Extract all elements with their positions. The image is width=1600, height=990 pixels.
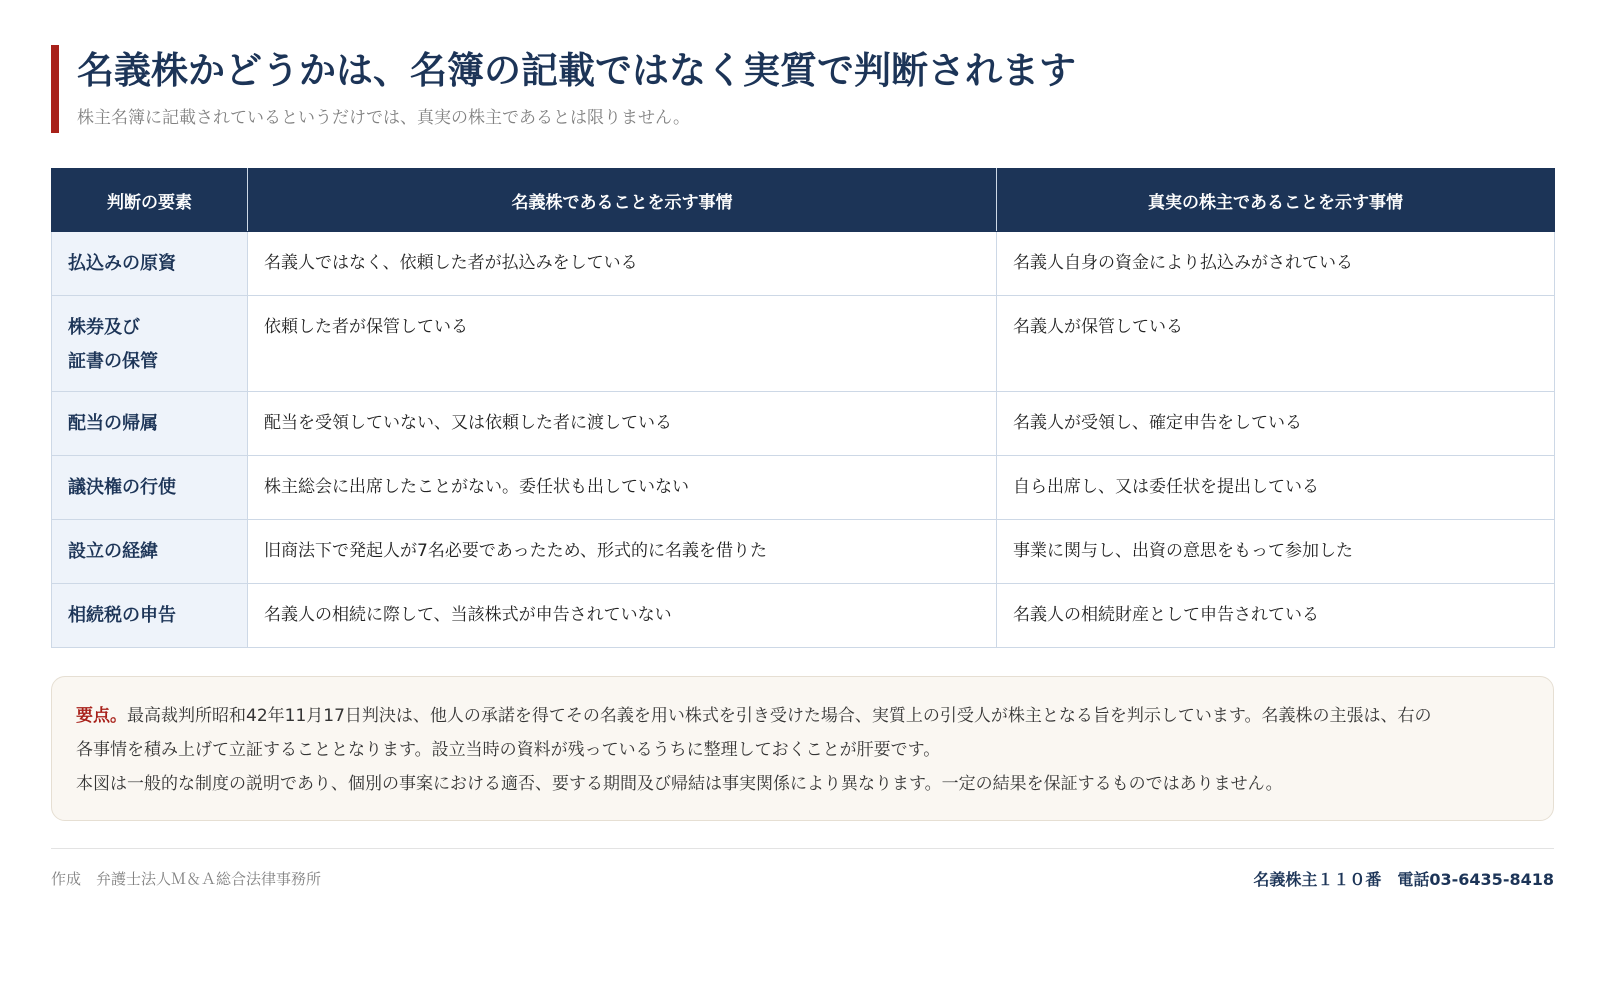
factor-line: 株券及び	[68, 317, 140, 338]
factor-line: 証書の保管	[68, 351, 158, 372]
footer-author: 作成 弁護士法人Ｍ＆Ａ総合法律事務所	[51, 870, 322, 888]
page-title: 名義株かどうかは、名簿の記載ではなく実質で判断されます	[77, 49, 1076, 92]
nominal-cell: 名義人ではなく、依頼した者が払込みをしている	[248, 232, 997, 296]
nominal-cell: 旧商法下で発起人が7名必要であったため、形式的に名義を借りた	[248, 520, 997, 584]
footer-contact: 名義株主１１０番 電話03-6435-8418	[1253, 870, 1554, 889]
nominal-cell: 名義人の相続に際して、当該株式が申告されていない	[248, 584, 997, 648]
true-holder-cell: 自ら出席し、又は委任状を提出している	[997, 456, 1555, 520]
table-row	[52, 296, 1555, 392]
table-row	[52, 456, 1555, 520]
note-lead: 要点。	[76, 706, 127, 726]
table-row	[52, 392, 1555, 456]
column-header-nominal: 名義株であることを示す事情	[248, 169, 997, 232]
factor-cell	[52, 296, 248, 392]
true-holder-cell: 名義人自身の資金により払込みがされている	[997, 232, 1555, 296]
nominal-cell: 依頼した者が保管している	[248, 296, 997, 392]
table-row	[52, 520, 1555, 584]
table-header-row	[52, 169, 1555, 232]
judgment-table	[51, 168, 1555, 648]
factor-cell: 相続税の申告	[52, 584, 248, 648]
column-header-true-holder: 真実の株主であることを示す事情	[997, 169, 1555, 232]
factor-cell: 払込みの原資	[52, 232, 248, 296]
factor-cell: 設立の経緯	[52, 520, 248, 584]
note-disclaimer: 本図は一般的な制度の説明であり、個別の事案における適否、要する期間及び帰結は事実関係により異なります。一定の結果を保証するものではありません。	[76, 774, 1283, 794]
true-holder-cell: 事業に関与し、出資の意思をもって参加した	[997, 520, 1555, 584]
column-header-factor: 判断の要素	[52, 169, 248, 232]
note-paragraph	[76, 699, 1529, 733]
footer-divider	[51, 848, 1554, 849]
true-holder-cell: 名義人が保管している	[997, 296, 1555, 392]
note-body-line1: 最高裁判所昭和42年11月17日判決は、他人の承諾を得てその名義を用い株式を引き受けた場合、実質上の引受人が株主となる旨を判示しています。名義株の主張は、右の	[127, 706, 1432, 726]
factor-cell: 議決権の行使	[52, 456, 248, 520]
factor-cell: 配当の帰属	[52, 392, 248, 456]
nominal-cell: 配当を受領していない、又は依頼した者に渡している	[248, 392, 997, 456]
nominal-cell: 株主総会に出席したことがない。委任状も出していない	[248, 456, 997, 520]
true-holder-cell: 名義人の相続財産として申告されている	[997, 584, 1555, 648]
page-header	[51, 45, 1551, 133]
table-row	[52, 232, 1555, 296]
page-subtitle: 株主名簿に記載されているというだけでは、真実の株主であるとは限りません。	[77, 108, 691, 128]
key-point-note	[51, 676, 1554, 821]
true-holder-cell: 名義人が受領し、確定申告をしている	[997, 392, 1555, 456]
table-row	[52, 584, 1555, 648]
note-body-line2: 各事情を積み上げて立証することとなります。設立当時の資料が残っているうちに整理しておくことが肝要です。	[76, 740, 941, 760]
